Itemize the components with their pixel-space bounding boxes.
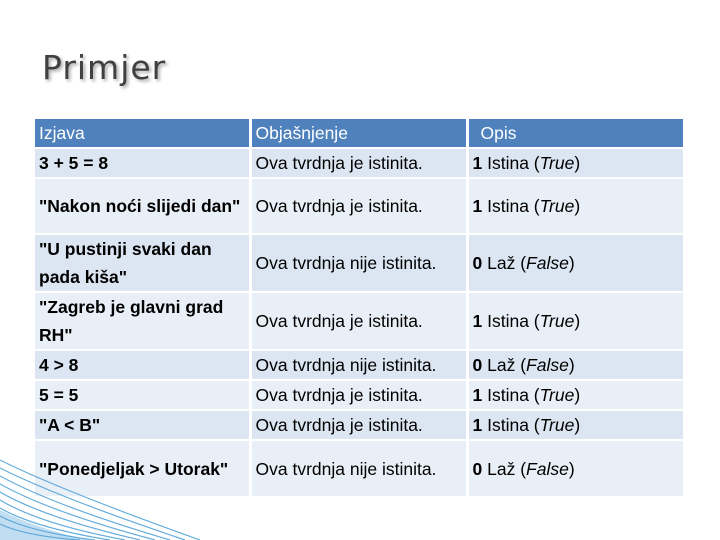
- truth-value: 1: [472, 153, 483, 173]
- table-row: [35, 292, 683, 350]
- description-cell: 1 Istina (True): [467, 178, 683, 234]
- description-cell: 1 Istina (True): [467, 410, 683, 440]
- explanation-cell: Ova tvrdnja nije istinita.: [250, 350, 467, 380]
- table-row: [35, 350, 683, 380]
- truth-label: Istina: [487, 385, 529, 405]
- truth-table: [35, 117, 683, 496]
- statement-cell: 5 = 5: [35, 380, 250, 410]
- truth-label: Laž: [487, 355, 516, 375]
- truth-label: Laž: [487, 458, 516, 479]
- truth-value: 0: [472, 458, 483, 479]
- explanation-cell: Ova tvrdnja je istinita.: [250, 410, 467, 440]
- truth-value: 1: [472, 311, 483, 331]
- statement-cell: "Nakon noći slijedi dan": [35, 178, 250, 234]
- truth-value: 1: [472, 415, 483, 435]
- table-row: [35, 410, 683, 440]
- slide-title: Primjer: [42, 48, 167, 87]
- truth-label: Laž: [487, 253, 516, 273]
- description-cell: 1 Istina (True): [467, 292, 683, 350]
- truth-english: False: [526, 355, 569, 375]
- explanation-cell: Ova tvrdnja nije istinita.: [250, 440, 467, 496]
- truth-english: True: [539, 196, 575, 216]
- truth-english: False: [526, 458, 569, 479]
- explanation-cell: Ova tvrdnja nije istinita.: [250, 234, 467, 292]
- truth-english: True: [539, 385, 575, 405]
- table-row: [35, 178, 683, 234]
- truth-english: True: [539, 153, 575, 173]
- table-row: [35, 380, 683, 410]
- corner-decoration: [0, 450, 200, 540]
- truth-label: Istina: [487, 196, 529, 216]
- statement-cell: "A < B": [35, 410, 250, 440]
- truth-label: Istina: [487, 415, 529, 435]
- header-opis: Opis: [467, 118, 683, 148]
- truth-value: 1: [472, 196, 483, 216]
- explanation-cell: Ova tvrdnja je istinita.: [250, 380, 467, 410]
- explanation-cell: Ova tvrdnja je istinita.: [250, 148, 467, 178]
- statement-cell: 4 > 8: [35, 350, 250, 380]
- statement-cell: 3 + 5 = 8: [35, 148, 250, 178]
- description-cell: 1 Istina (True): [467, 380, 683, 410]
- truth-value: 0: [472, 355, 483, 375]
- truth-english: True: [539, 311, 575, 331]
- truth-label: Istina: [487, 153, 529, 173]
- table-header-row: [35, 118, 683, 148]
- description-cell: 0 Laž (False): [467, 350, 683, 380]
- statement-cell: "U pustinji svaki dan pada kiša": [35, 234, 250, 292]
- table-row: [35, 234, 683, 292]
- explanation-cell: Ova tvrdnja je istinita.: [250, 178, 467, 234]
- truth-english: False: [526, 253, 569, 273]
- description-cell: 1 Istina (True): [467, 148, 683, 178]
- statement-cell: "Ponedjeljak > Utorak": [35, 440, 250, 496]
- truth-label: Istina: [487, 311, 529, 331]
- description-cell: 0 Laž (False): [467, 440, 683, 496]
- truth-value: 1: [472, 385, 483, 405]
- table-row: [35, 148, 683, 178]
- description-cell: 0 Laž (False): [467, 234, 683, 292]
- truth-value: 0: [472, 253, 483, 273]
- statement-cell: "Zagreb je glavni grad RH": [35, 292, 250, 350]
- header-izjava: Izjava: [35, 118, 250, 148]
- truth-english: True: [539, 415, 575, 435]
- explanation-cell: Ova tvrdnja je istinita.: [250, 292, 467, 350]
- header-objasnjenje: Objašnjenje: [250, 118, 467, 148]
